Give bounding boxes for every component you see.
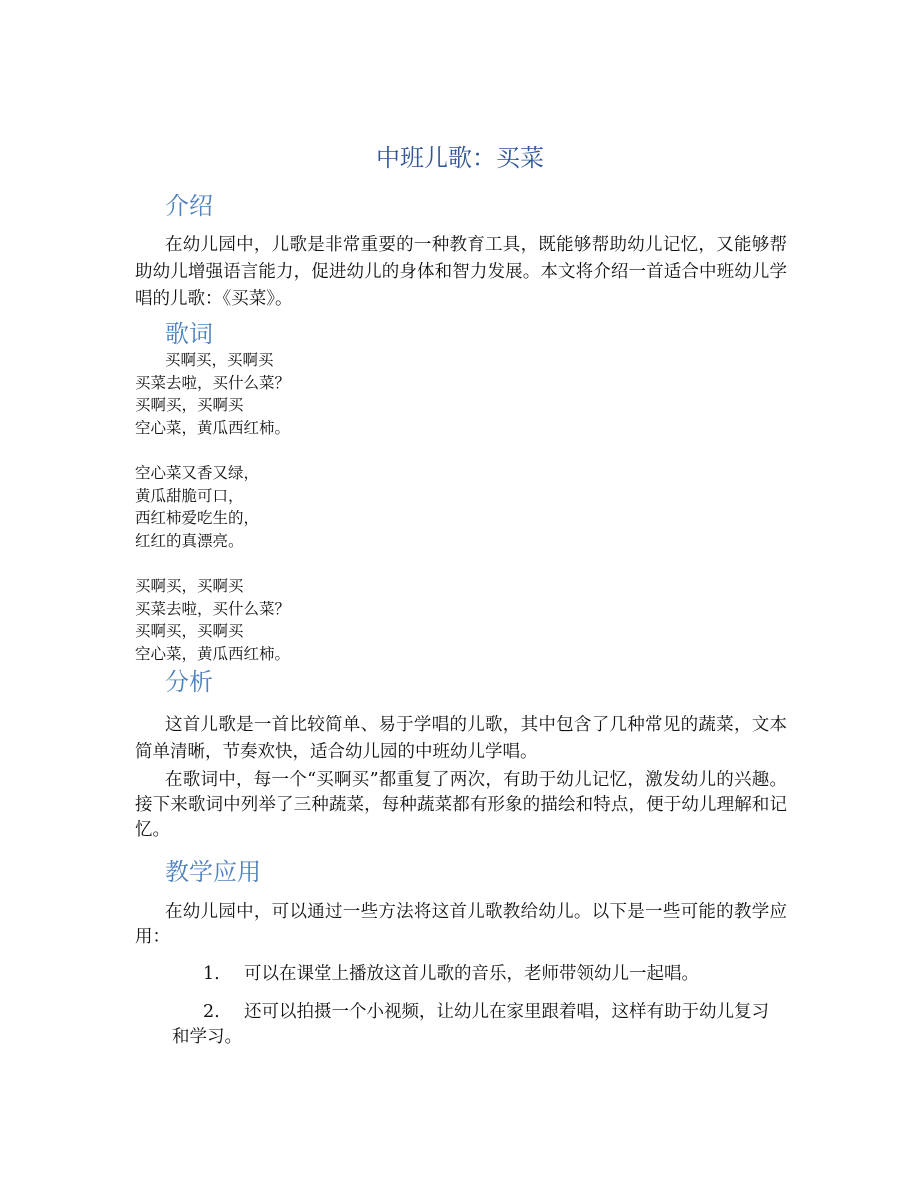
lyric-line: 买啊买，买啊买 [165, 351, 274, 369]
document-title: 中班儿歌：买菜 [376, 144, 544, 172]
lyric-line: 买菜去啦，买什么菜？ [135, 373, 291, 392]
lyrics-block [135, 349, 290, 665]
heading-analysis: 分析 [165, 668, 213, 696]
lyric-line: 空心菜，黄瓜西红柿。 [135, 644, 291, 663]
lyric-line: 买啊买，买啊买 [135, 622, 244, 641]
lyric-line: 空心菜又香又绿， [135, 463, 260, 482]
list-text-continuation: 和学习。 [172, 1027, 242, 1047]
list-number: 2. [203, 1002, 220, 1022]
lyric-line: 红红的真漂亮。 [135, 531, 244, 550]
list-text: 可以在课堂上播放这首儿歌的音乐，老师带领幼儿一起唱。 [244, 964, 699, 984]
intro-paragraph: 在幼儿园中，儿歌是非常重要的一种教育工具，既能够帮助幼儿记忆，又能够帮助幼儿增强语言能力，促进幼儿的身体和智力发展。本文将介绍一首适合中班幼儿学唱的儿歌：《买菜》。 [135, 235, 787, 309]
list-number: 1. [203, 964, 220, 984]
lyric-line: 买啊买，买啊买 [135, 396, 244, 415]
lyric-line: 西红柿爱吃生的， [135, 509, 260, 528]
teaching-paragraph: 在幼儿园中，可以通过一些方法将这首儿歌教给幼儿。以下是一些可能的教学应用： [135, 902, 787, 947]
analysis-paragraph: 这首儿歌是一首比较简单、易于学唱的儿歌，其中包含了几种常见的蔬菜，文本简单清晰，节奏欢快，适合幼儿园的中班幼儿学唱。 [135, 715, 787, 762]
lyric-line: 黄瓜甜脆可口， [135, 486, 244, 505]
lyric-line: 买啊买，买啊买 [135, 576, 244, 595]
heading-intro: 介绍 [165, 192, 213, 220]
lyric-blank [135, 439, 290, 462]
lyric-blank [135, 552, 290, 575]
lyric-line: 空心菜，黄瓜西红柿。 [135, 418, 291, 437]
lyric-line: 买菜去啦，买什么菜？ [135, 599, 291, 618]
analysis-paragraph: 在歌词中，每一个“买啊买”都重复了两次，有助于幼儿记忆，激发幼儿的兴趣。接下来歌词中列举了三种蔬菜，每种蔬菜都有形象的描绘和特点，便于幼儿理解和记忆。 [135, 770, 787, 840]
heading-teaching: 教学应用 [165, 858, 261, 886]
heading-lyrics: 歌词 [165, 320, 213, 348]
list-text: 还可以拍摄一个小视频，让幼儿在家里跟着唱，这样有助于幼儿复习 [244, 1002, 769, 1022]
